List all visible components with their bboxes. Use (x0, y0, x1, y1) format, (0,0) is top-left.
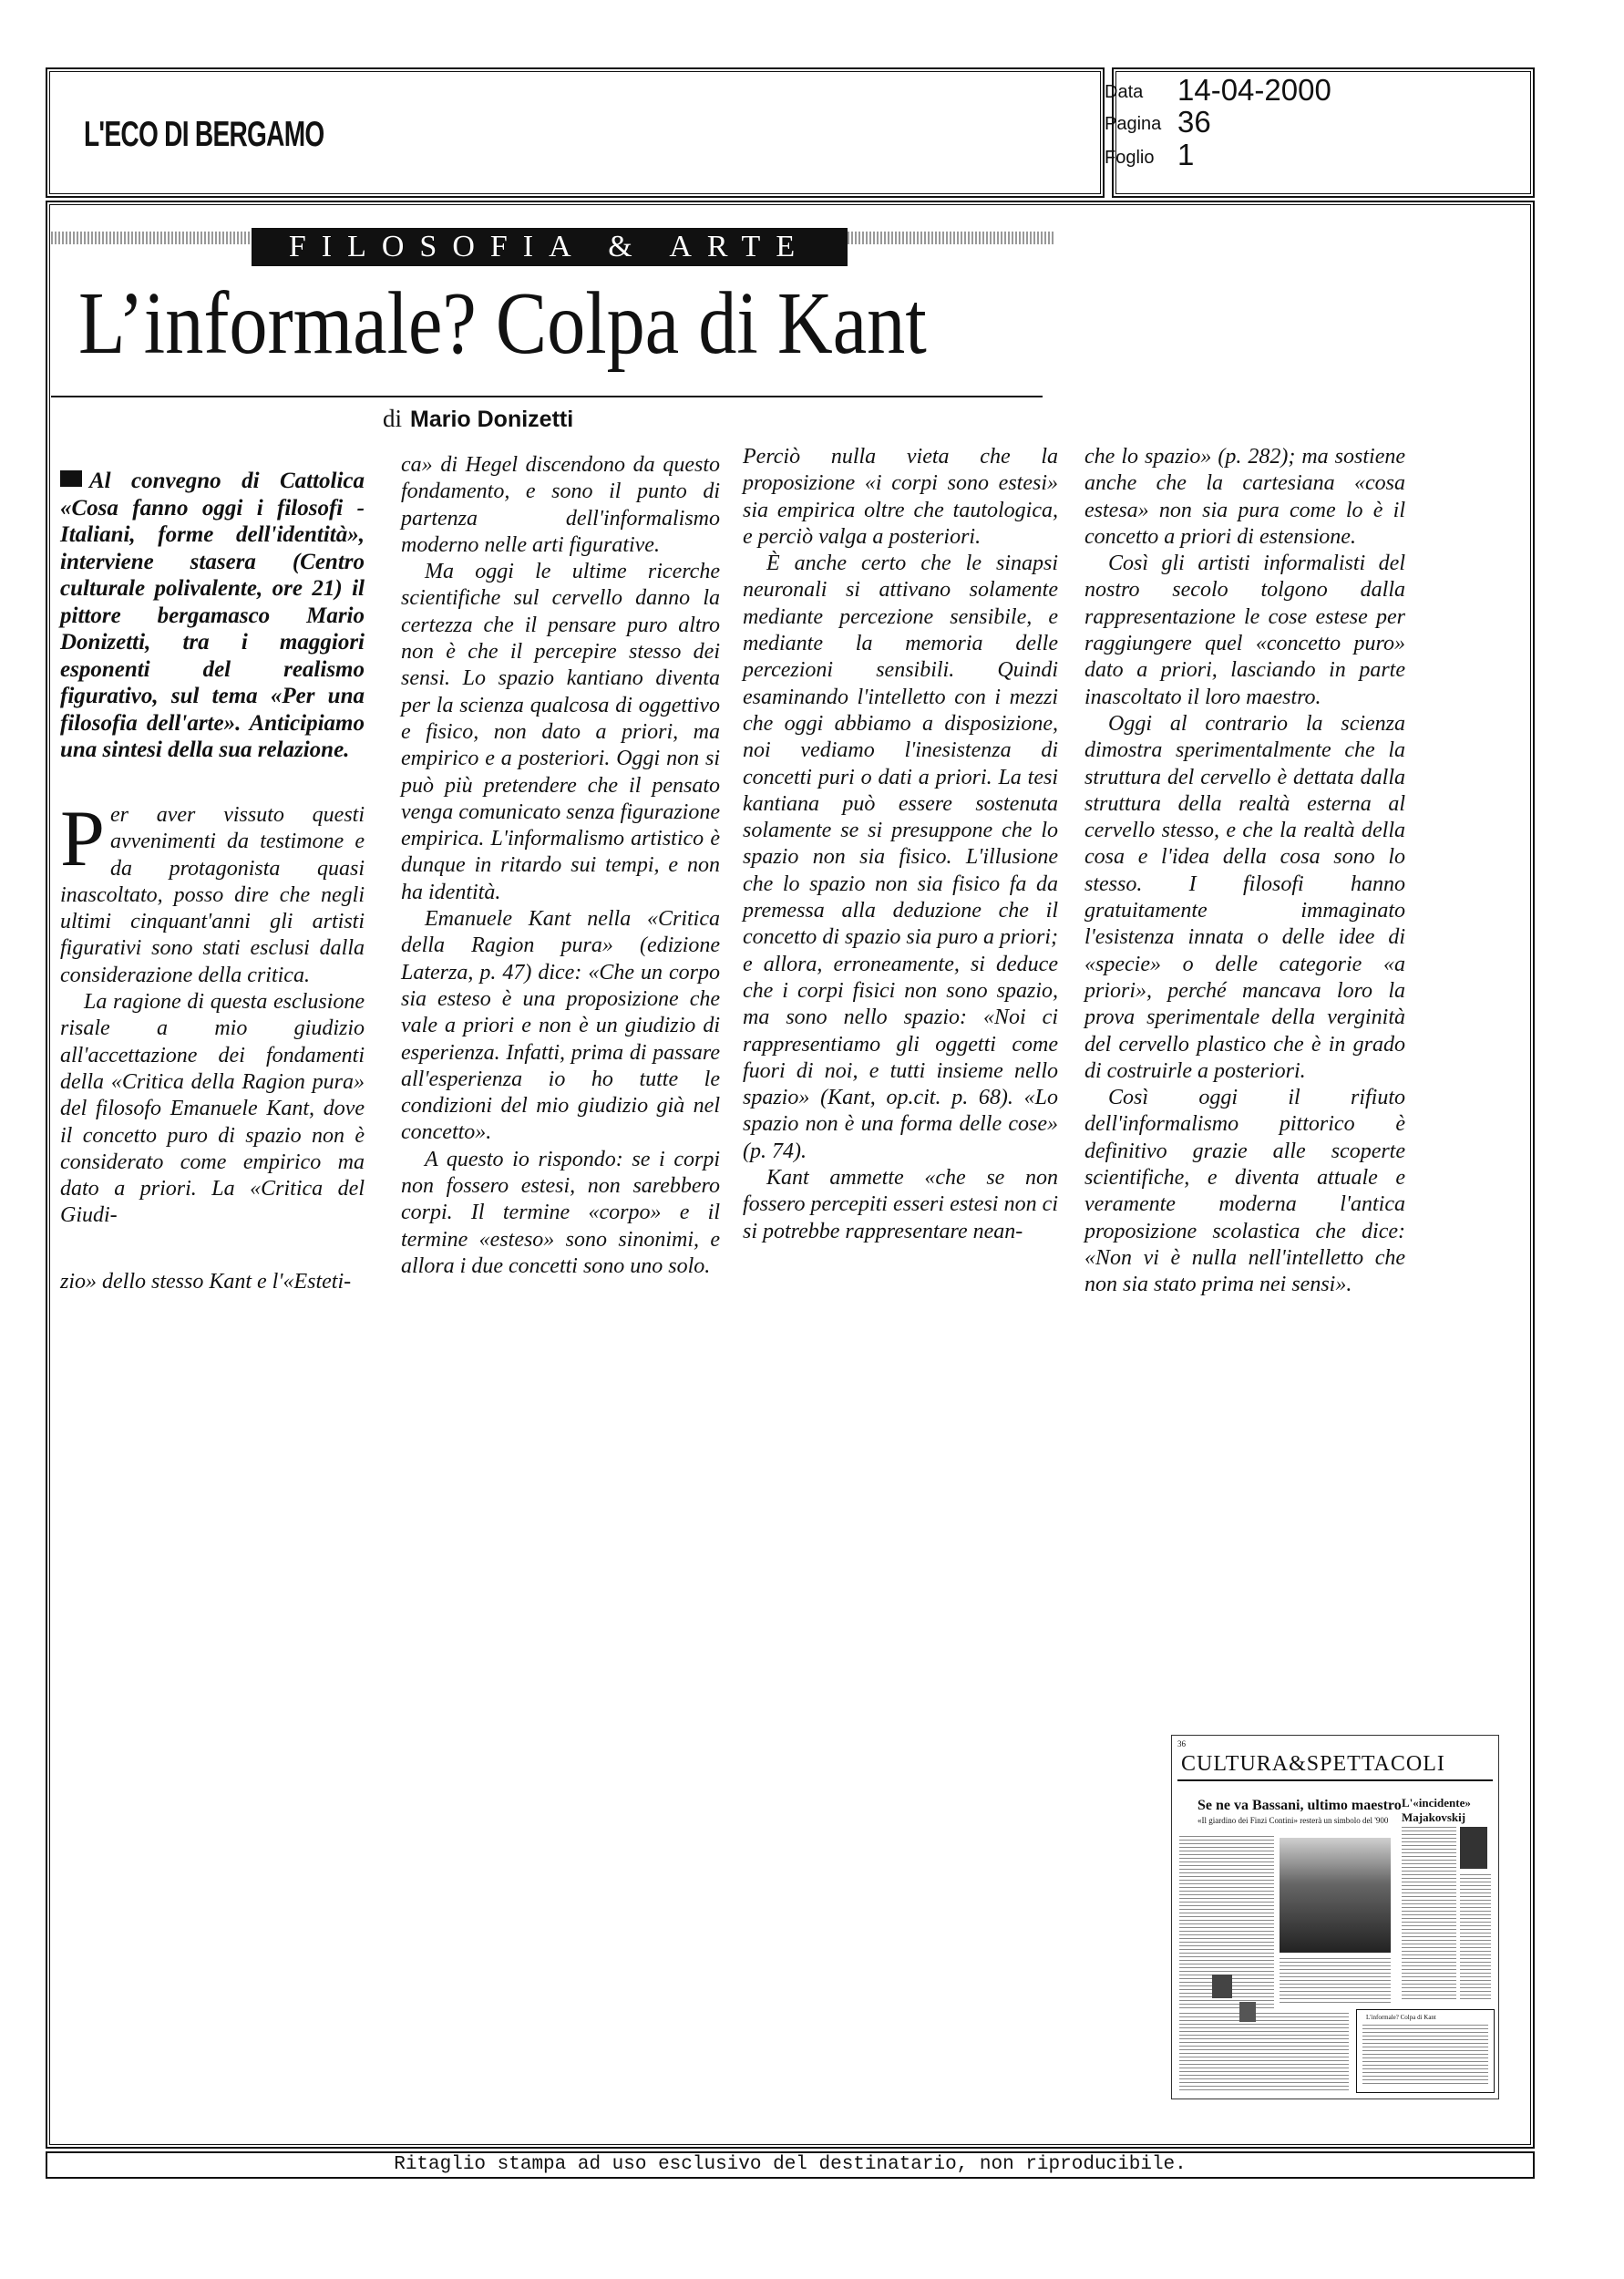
article-intro (60, 468, 365, 764)
paragraph: zio» dello stesso Kant e l'«Esteti- (60, 1270, 352, 1294)
meta-sheet-value: 1 (1177, 138, 1195, 171)
thumbnail-page-number: 36 (1177, 1739, 1186, 1748)
paragraph: È anche certo che le sinapsi neuronali si attivano solamente mediante percezione sensibile, e mediante la memoria delle percezioni sensibili. Quindi esaminando l'intelletto con i mezzi che oggi abbiamo a disposizione, noi vediamo l'inesistenza di concetti puri o dati a priori. La tesi kantiana può essere sostenuta solamente se si presuppone che lo spazio non sia fisico. L'illusione che lo spazio non sia fisico fa da premessa alla deduzione che il concetto di spazio sia puro a priori; e allora, erroneamente, si deduce che i corpi fisici non sono spazio, ma sono nello spazio: «Noi ci rappresentiamo gli oggetti come fuori di noi, e tutti insieme nello spazio» (Kant, op.cit. p. 68). «Lo spazio non è una forma delle cose» (p. 74). (743, 552, 1058, 1163)
thumbnail-article-box (1356, 2009, 1495, 2093)
kicker-rule-right (848, 232, 1055, 244)
paragraph: er aver vissuto questi avvenimenti da testimone e da protagonista quasi inascoltato, posso dire che negli ultimi cinquant'anni gli artisti figurativi sono stati esclusi dalla considerazione della critica. (60, 803, 365, 987)
article-headline: L’informale? Colpa di Kant (78, 274, 927, 373)
meta-sheet-label: Foglio (1105, 148, 1155, 168)
thumbnail-text-block (1179, 2013, 1349, 2091)
thumbnail-text-block (1362, 2025, 1488, 2087)
paragraph: che lo spazio» (p. 282); ma sostiene anche che la cartesiana «cosa estesa» non sia pura come lo è il concetto a priori di estensione. (1084, 445, 1405, 549)
paragraph: A questo io rispondo: se i corpi non fossero estesi, non sarebbero corpi. Il termine «corpo» e il termine «esteso» sono sinonimi, e allora i due concetti sono uno solo. (401, 1147, 720, 1278)
page-thumbnail (1171, 1735, 1499, 2099)
clipping-footer: Ritaglio stampa ad uso esclusivo del destinatario, non riproducibile. (46, 2151, 1535, 2179)
meta-date-value: 14-04-2000 (1177, 73, 1331, 107)
byline-author: Mario Donizetti (410, 407, 574, 432)
paragraph: Così gli artisti informalisti del nostro secolo tolgono dalla rappresentazione le cose estese per raggiungere quel «concetto puro» dato a priori, lasciando in parte inascoltato il loro maestro. (1084, 552, 1405, 709)
thumbnail-subheadline: «Il giardino dei Finzi Contini» resterà un simbolo del '900 (1197, 1816, 1389, 1825)
thumbnail-headline: Se ne va Bassani, ultimo maestro (1197, 1798, 1402, 1813)
headline-rule (51, 396, 1043, 397)
section-kicker: FILOSOFIA & ARTE (252, 228, 848, 266)
drop-cap: P (60, 795, 105, 883)
article-column-2 (401, 452, 720, 1280)
paragraph: Ma oggi le ultime ricerche scientifiche sul cervello danno la certezza che il pensare puro altro non è che il percepire stesso dei sensi. Lo spazio kantiano diventa per la scienza qualcosa di oggettivo e fisico, non dato a priori, ma empirico e a posteriori. Oggi non si può più pretendere che il pensato venga comunicato senza figurazione empirica. L'informalismo artistico è dunque in ritardo sui tempi, e non ha identità. (401, 560, 720, 904)
thumbnail-rule (1177, 1779, 1493, 1781)
thumbnail-text-block (1280, 1958, 1391, 2006)
article-column-4 (1084, 444, 1405, 1299)
thumbnail-photo (1460, 1827, 1487, 1869)
byline-prefix: di (383, 405, 403, 432)
kicker-rule-left (51, 232, 252, 244)
thumbnail-article-title: L'informale? Colpa di Kant (1366, 2014, 1436, 2021)
thumbnail-section-title: CULTURA&SPETTACOLI (1181, 1752, 1445, 1776)
article-column-3 (743, 444, 1058, 1245)
newspaper-name-box (46, 67, 1105, 198)
meta-page-value: 36 (1177, 105, 1211, 139)
thumbnail-photo (1239, 2002, 1256, 2022)
thumbnail-photo (1212, 1975, 1232, 1998)
paragraph: La ragione di questa esclusione risale a mio giudizio all'accettazione dei fondamenti della «Critica della Ragion pura» del filosofo Emanuele Kant, dove il concetto puro di spazio non è considerato come empirico ma dato a priori. La «Critica del Giudi- (60, 990, 365, 1228)
intro-text: Al convegno di Cattolica «Cosa fanno oggi i filosofi - Italiani, forme dell'identità», interviene stasera (Centro culturale polivalente, ore 21) il pittore bergamasco Mario Donizetti, tra i maggiori esponenti del realismo figurativo, sul tema «Per una filosofia dell'arte». Anticipiamo una sintesi della sua relazione. (60, 469, 365, 762)
article-column-1 (60, 795, 365, 1294)
paragraph: Perciò nulla vieta che la proposizione «i corpi sono estesi» sia empirica oltre che tautologica, e perciò valga a posteriori. (743, 445, 1058, 549)
intro-square-icon (60, 470, 82, 487)
thumbnail-headline-secondary: L'«incidente» Majakovskij (1402, 1796, 1471, 1824)
paragraph: Emanuele Kant nella «Critica della Ragion pura» (edizione Laterza, p. 47) dice: «Che un corpo sia esteso è una proposizione che vale a priori e non è un giudizio di esperienza. Infatti, prima di passare all'esperienza io ho tutte le condizioni del mio giudizio già nel concetto». (401, 907, 720, 1145)
paragraph: Oggi al contrario la scienza dimostra sperimentalmente che la struttura del cervello è dettata dalla struttura della realtà esterna al cervello stesso, e che la realtà della cosa e l'idea della cosa sono lo stesso. I filosofi hanno gratuitamente immaginato l'esistenza innata o delle idee di «specie» o delle categorie «a priori», perché mancava loro la prova sperimentale della verginità del cervello plastico che è in grado di costruirle a posteriori. (1084, 711, 1405, 1083)
thumbnail-text-block (1460, 1874, 1491, 2002)
thumbnail-portrait-photo (1280, 1838, 1391, 1953)
paragraph: Così oggi il rifiuto dell'informalismo pittorico è definitivo grazie alle scoperte scientifiche, e diventa attuale e veramente moderna l'antica proposizione scolastica che dice: «Non vi è nulla nell'intelletto che non sia stato prima nei sensi». (1084, 1086, 1405, 1297)
newspaper-name: L'ECO DI BERGAMO (84, 115, 324, 154)
thumbnail-text-block (1402, 1827, 1456, 2000)
meta-date-label: Data (1105, 82, 1144, 102)
paragraph: Kant ammette «che se non fossero percepiti esseri estesi non ci si potrebbe rappresentare nean- (743, 1166, 1058, 1243)
paragraph: ca» di Hegel discendono da questo fondamento, e sono il punto di partenza dell'informalismo moderno nelle arti figurative. (401, 453, 720, 557)
meta-page-label: Pagina (1105, 114, 1162, 134)
